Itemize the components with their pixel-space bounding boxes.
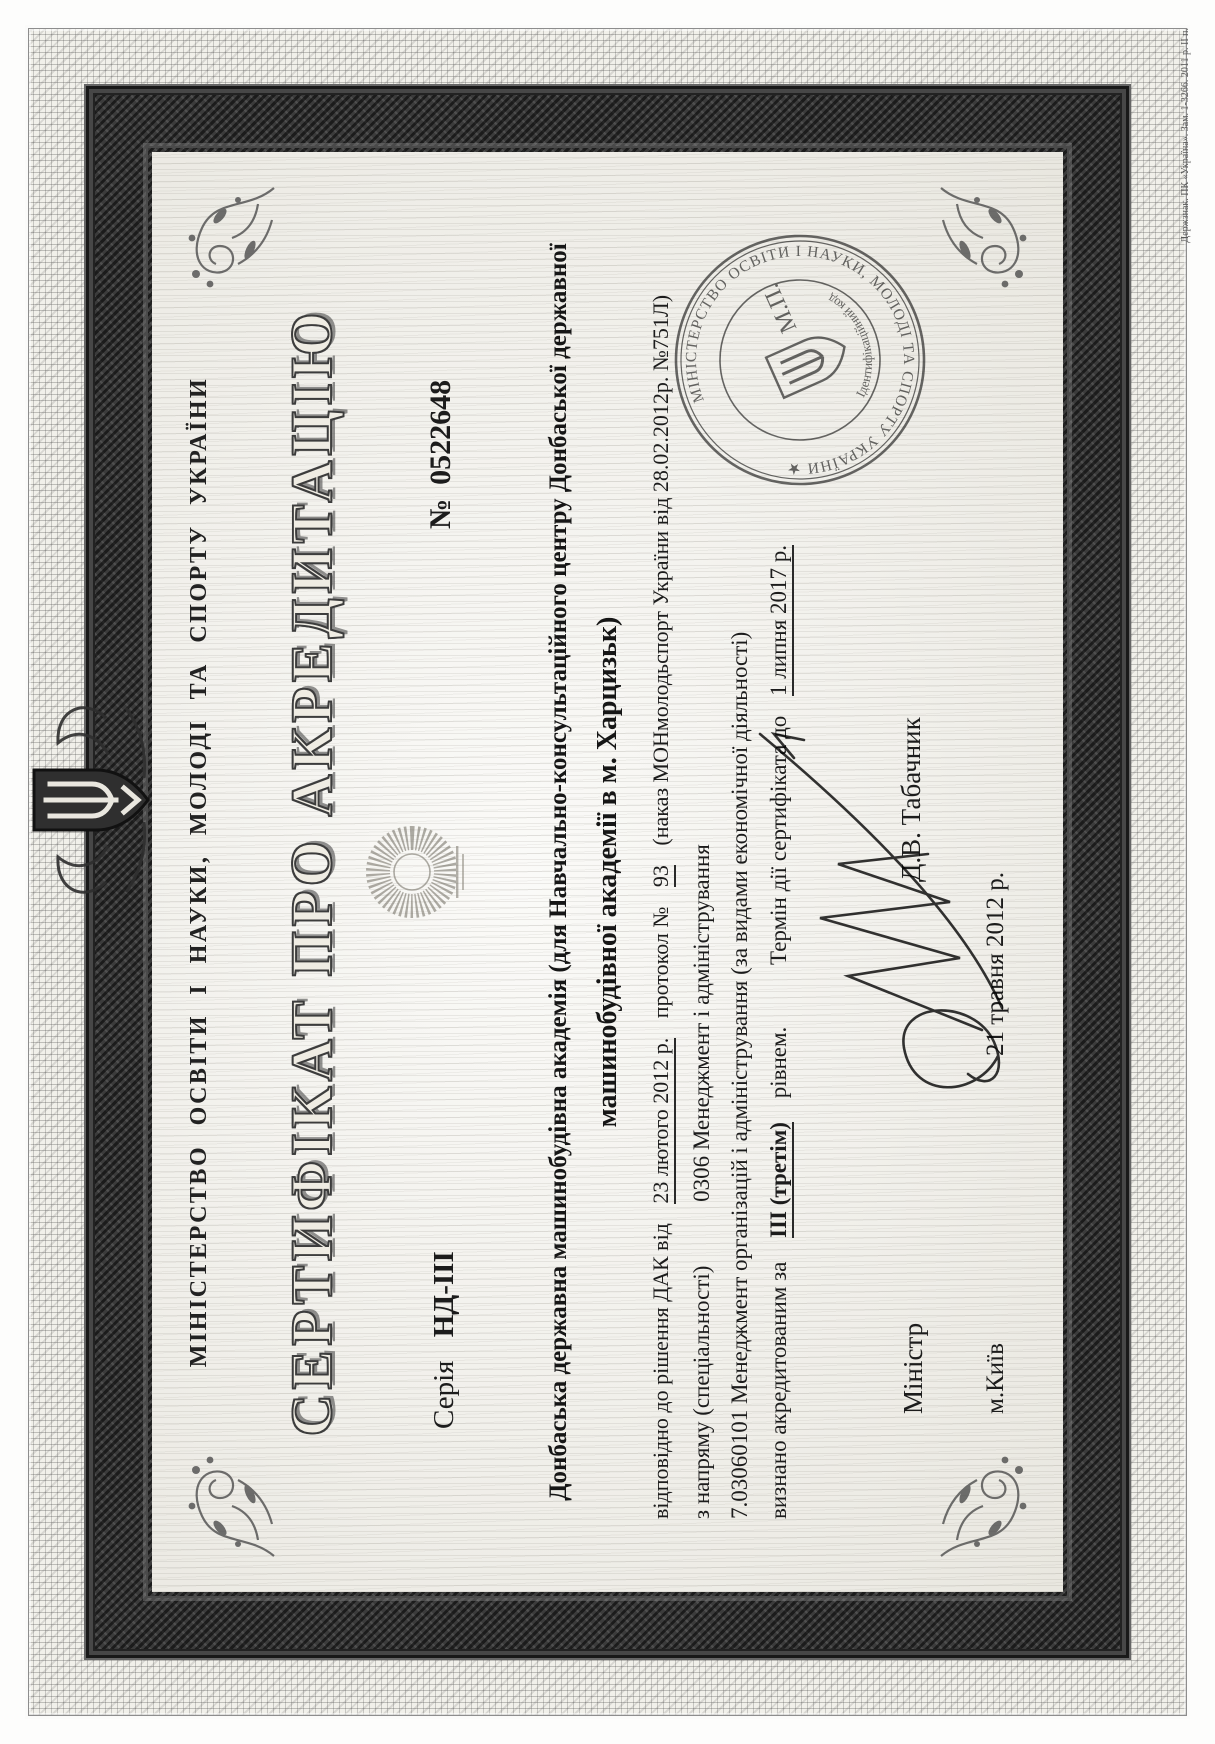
protocol-label: протокол № (648, 906, 673, 1019)
term-date: 1 липня 2017 р. (766, 545, 794, 696)
stamp-code-text: Ідентифікаційний код (824, 291, 876, 400)
specialty-line: 7.03060101 Менеджмент організацій і адміністрування (за видами економічної діяльності) (727, 631, 752, 1519)
accreditation-level: ІІІ (третім) (766, 1122, 794, 1238)
minister-label: Міністр (898, 1322, 928, 1414)
series-label: Серія (428, 1360, 460, 1429)
printer-imprint: Держзнак. ПК «Україна». Зам. 1-3266. 2011 р. ІІ п. (1180, 28, 1191, 243)
institution-name-line1: Донбаська державна машинобудівна академія (для Навчально-консультаційного центру Донбаської державної (545, 243, 572, 1501)
field-of-study-value: 0306 Менеджмент і адміністрування (689, 844, 714, 1202)
issue-date: 21 травня 2012 р. (982, 871, 1009, 1056)
sunburst-rosette-watermark (356, 812, 476, 932)
decision-prefix: відповідно до рішення ДАК від (648, 1223, 673, 1519)
series-value: НД-ІІІ (428, 1251, 460, 1338)
floral-corner-ornament (933, 180, 1053, 300)
floral-corner-ornament (933, 1444, 1053, 1564)
protocol-value: 93 (648, 865, 676, 887)
number-value: 0522648 (424, 379, 457, 485)
term-label: Термін дії сертифіката до (766, 715, 791, 965)
floral-corner-ornament (162, 1444, 282, 1564)
institution-name-line2: машинобудівної академії в м. Харцизьк) (592, 616, 623, 1128)
trident-emblem (16, 688, 166, 912)
ministry-heading: МІНІСТЕРСТВО ОСВІТИ І НАУКИ, МОЛОДІ ТА СПОРТУ УКРАЇНИ (186, 376, 212, 1368)
floral-corner-ornament (162, 180, 282, 300)
issue-city: м.Київ (982, 1343, 1009, 1414)
series-field (428, 1251, 461, 1429)
stamp-mp-text: М.П. (758, 279, 803, 337)
accreditation-prefix: визнано акредитованим за (766, 1261, 791, 1519)
minister-name: Д.В. Табачник (896, 717, 926, 882)
certificate-title: СЕРТИФІКАТ ПРО АКРЕДИТАЦІЮ (279, 307, 344, 1437)
accreditation-suffix: рівнем. (766, 1026, 791, 1099)
minister-signature (698, 706, 1028, 1126)
order-note: (наказ МОНмолодьспорт України від 28.02.2012р. №751Л) (648, 294, 673, 846)
field-of-study-label: з напряму (спеціальності) (689, 1265, 714, 1519)
svg-text:Ідентифікаційний код (811, 284, 893, 403)
number-field (424, 380, 458, 529)
number-label: № (424, 498, 457, 529)
stamp-shield-trident (766, 327, 853, 398)
stamp-ring-text: МІНІСТЕРСТВО ОСВІТИ І НАУКИ, МОЛОДІ ТА СПОРТУ УКРАЇНИ ★ (682, 242, 918, 478)
decision-date: 23 лютого 2012 р. (648, 1038, 676, 1204)
